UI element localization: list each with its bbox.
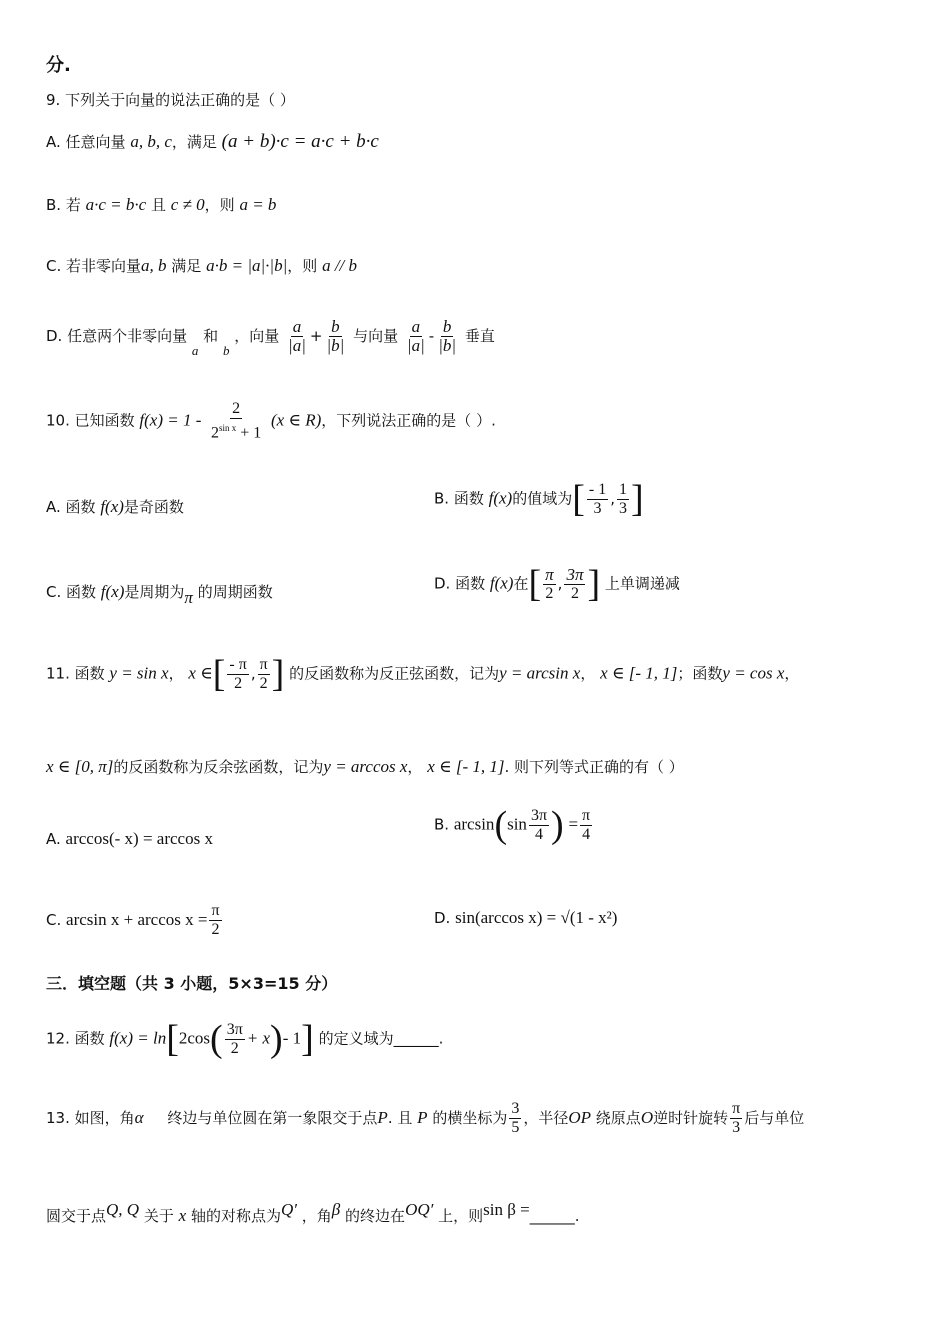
q11-option-d: D. sin(arccos x) = √(1 - x²) (434, 908, 618, 927)
q12-question: 12. 函数 f(x) = ln[2cos( $\frac{3\pi}{2}$ + x)- 1] 的定义域为______. (46, 1018, 444, 1060)
q11-option-b: B. arcsin(sin $\frac{3\pi}{4}$ ) = $\frac{\pi}{4}$ (434, 804, 591, 846)
q11-stem-line1: 11. 函数 y = sin x， x ∈[ $\frac{- \pi}{2}$ , $\frac{\pi}{2}$ ] 的反函数称为反正弦函数，记为y = arcsin x， x ∈ [- 1, 1]；函数y = cos x， (46, 653, 800, 695)
q10-option-d: D. 函数 f(x)在[ $\frac{\pi}{2}$ , $\frac{3\pi}{2}$ ] 上单调递减 (434, 563, 680, 605)
header-fragment: 分. (46, 55, 71, 76)
q10-stem: 10. 已知函数 f(x) = 1 - $\frac{2}{2^{sin x} + 1}$ (x ∈ R)，下列说法正确的是（ ）. (46, 400, 496, 442)
q10-option-c: C. 函数 f(x)是周期为π 的周期函数 (46, 582, 273, 607)
q9-option-c: C. 若非零向量a, b 满足 a·b = |a|·|b|，则 a // b (46, 256, 358, 275)
q9-stem: 9. 下列关于向量的说法正确的是（ ） (46, 91, 295, 109)
q10-option-b: B. 函数 f(x)的值域为[ $\frac{- 1}{3}$ , $\frac{1}{3}$ ] (434, 478, 644, 520)
q11-option-c: C. arcsin x + arccos x = $\frac{\pi}{2}$ (46, 902, 220, 938)
q11-option-a: A. arccos(- x) = arccos x (46, 829, 213, 848)
q13-line2: 圆交于点Q, Q 关于 x 轴的对称点为Q′ ，角β 的终边在OQ′ 上，则sin β =______. (46, 1200, 580, 1225)
q10-option-a: A. 函数 f(x)是奇函数 (46, 497, 184, 516)
section-heading: 三．填空题（共 3 小题，5×3=15 分） (46, 974, 338, 993)
q13-line1: 13. 如图，角α 终边与单位圆在第一象限交于点P. 且 P 的横坐标为 $\frac{3}{5}$ ，半径OP 绕原点O逆时针旋转 $\frac{\pi}{3}$ 后与单位 (46, 1100, 805, 1136)
q11-stem-line2: x ∈ [0, π]的反函数称为反余弦函数，记为y = arccos x， x ∈ [- 1, 1]. 则下列等式正确的有（ ） (46, 757, 684, 776)
q9-option-b: B. 若 a·c = b·c 且 c ≠ 0，则 a = b (46, 195, 277, 214)
q9-option-d: D. 任意两个非零向量 a 和 b ，向量 $\frac{a}{|a|}$ + $\frac{b}{|b|}$ 与向量 $\frac{a}{|a|}$ - $\frac{b}{|b|}$ 垂直 (46, 317, 495, 358)
q9-option-a: A. 任意向量 a, b, c，满足 (a + b)·c = a·c + b·c (46, 131, 379, 152)
